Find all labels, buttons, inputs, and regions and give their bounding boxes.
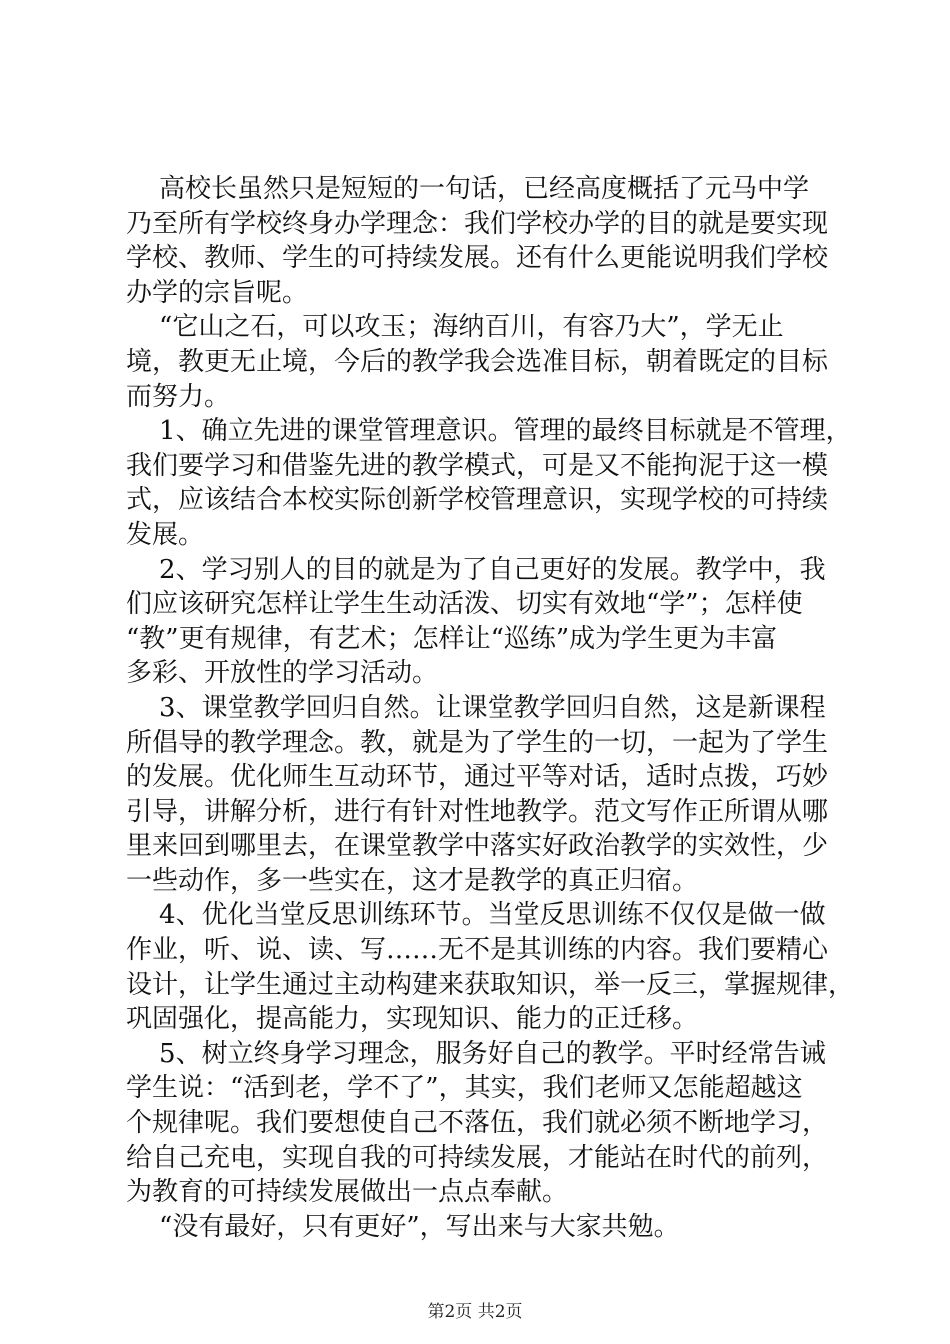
text-line: 作业，听、说、读、写……无不是其训练的内容。我们要精心 [126, 935, 829, 966]
text-line: 境，教更无止境，今后的教学我会选准目标，朝着既定的目标 [126, 346, 829, 377]
text-line: 个规律呢。我们要想使自己不落伍，我们就必须不断地学习， [126, 1108, 829, 1139]
text-line: 一些动作，多一些实在，这才是教学的真正归宿。 [126, 865, 699, 896]
text-line: 4、优化当堂反思训练环节。当堂反思训练不仅仅是做一做 [126, 900, 826, 931]
text-line: 多彩、开放性的学习活动。 [126, 658, 439, 689]
text-line: 学生说：“活到老，学不了”，其实，我们老师又怎能超越这 [126, 1073, 803, 1104]
page-number: 第2页 共2页 [427, 1302, 523, 1322]
text-line: “没有最好，只有更好”，写出来与大家共勉。 [126, 1211, 680, 1242]
text-line: 办学的宗旨呢。 [126, 277, 309, 308]
text-line: 设计，让学生通过主动构建来获取知识，举一反三，掌握规律， [126, 969, 855, 1000]
text-line: 3、课堂教学回归自然。让课堂教学回归自然，这是新课程 [126, 692, 826, 723]
text-line: “教”更有规律，有艺术；怎样让“巡练”成为学生更为丰富 [126, 623, 778, 654]
text-line: 高校长虽然只是短短的一句话，已经高度概括了元马中学 [126, 174, 810, 204]
text-line: 里来回到哪里去，在课堂教学中落实好政治教学的实效性，少 [126, 831, 829, 862]
text-line: 1、确立先进的课堂管理意识。管理的最终目标就是不管理， [126, 416, 852, 447]
text-line: 给自己充电，实现自我的可持续发展，才能站在时代的前列， [126, 1142, 829, 1173]
text-line: 为教育的可持续发展做出一点点奉献。 [126, 1177, 569, 1208]
text-line: 5、树立终身学习理念，服务好自己的教学。平时经常告诫 [126, 1038, 826, 1069]
document-body [126, 172, 855, 1244]
text-line: 学校、教师、学生的可持续发展。还有什么更能说明我们学校 [126, 243, 829, 274]
text-line: “它山之石，可以攻玉；海纳百川，有容乃大”，学无止 [126, 312, 784, 343]
text-line: 们应该研究怎样让学生生动活泼、切实有效地“学”；怎样使 [126, 589, 803, 620]
text-line: 巩固强化，提高能力，实现知识、能力的正迁移。 [126, 1004, 699, 1035]
text-line: 式，应该结合本校实际创新学校管理意识，实现学校的可持续 [126, 485, 829, 516]
text-line: 而努力。 [126, 381, 231, 412]
text-line: 2、学习别人的目的就是为了自己更好的发展。教学中，我 [126, 554, 826, 585]
text-line: 所倡导的教学理念。教，就是为了学生的一切，一起为了学生 [126, 727, 829, 758]
text-line: 乃至所有学校终身办学理念：我们学校办学的目的就是要实现 [126, 208, 829, 239]
page-footer [0, 1297, 950, 1322]
text-line: 发展。 [126, 519, 205, 550]
text-line: 引导，讲解分析，进行有针对性地教学。范文写作正所谓从哪 [126, 796, 829, 827]
text-line: 的发展。优化师生互动环节，通过平等对话，适时点拨，巧妙 [126, 762, 829, 793]
text-line: 我们要学习和借鉴先进的教学模式，可是又不能拘泥于这一模 [126, 450, 829, 481]
